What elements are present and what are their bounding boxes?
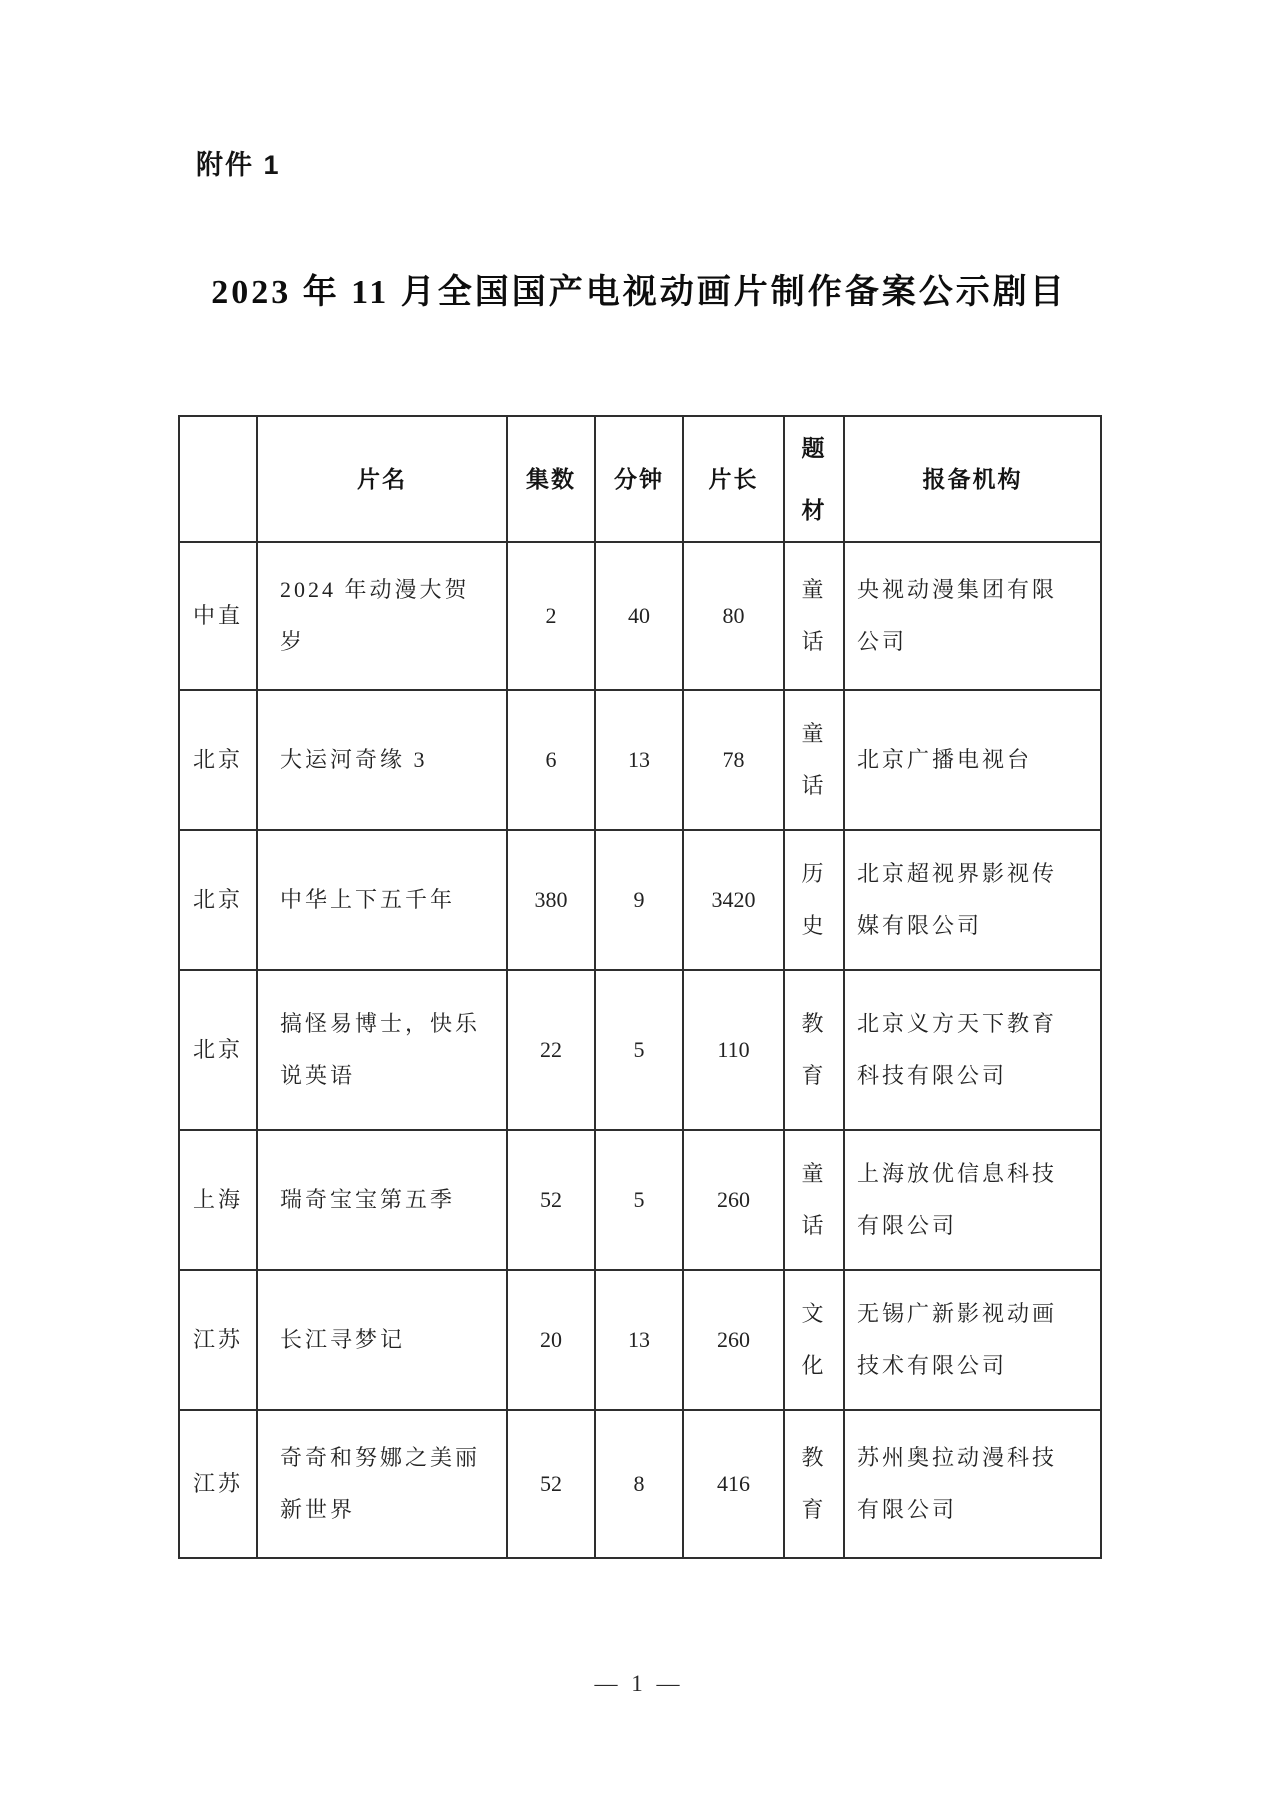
region-cell: 江苏 [179, 1410, 257, 1558]
organization-cell: 央视动漫集团有限公司 [844, 542, 1101, 690]
region-cell: 北京 [179, 690, 257, 830]
minutes-cell: 9 [595, 830, 683, 970]
organization-cell: 北京超视界影视传媒有限公司 [844, 830, 1101, 970]
header-theme: 题材 [784, 416, 844, 542]
organization-cell: 上海放优信息科技有限公司 [844, 1130, 1101, 1270]
duration-cell: 78 [683, 690, 784, 830]
table-row [179, 690, 1101, 830]
minutes-cell: 5 [595, 1130, 683, 1270]
table-header-row [179, 416, 1101, 542]
table-row [179, 830, 1101, 970]
region-cell: 上海 [179, 1130, 257, 1270]
document-page [178, 0, 1100, 1697]
table-row [179, 1130, 1101, 1270]
region-cell: 北京 [179, 970, 257, 1130]
header-title: 片名 [257, 416, 507, 542]
title-cell: 奇奇和努娜之美丽新世界 [257, 1410, 507, 1558]
organization-cell: 苏州奥拉动漫科技有限公司 [844, 1410, 1101, 1558]
title-cell: 2024 年动漫大贺岁 [257, 542, 507, 690]
region-cell: 北京 [179, 830, 257, 970]
header-minutes: 分钟 [595, 416, 683, 542]
organization-cell: 北京义方天下教育科技有限公司 [844, 970, 1101, 1130]
episodes-cell: 380 [507, 830, 595, 970]
header-episodes: 集数 [507, 416, 595, 542]
episodes-cell: 52 [507, 1410, 595, 1558]
theme-cell: 历史 [784, 830, 844, 970]
header-organization: 报备机构 [844, 416, 1101, 542]
document-title: 2023 年 11 月全国国产电视动画片制作备案公示剧目 [211, 274, 1067, 311]
theme-cell: 童话 [784, 542, 844, 690]
minutes-cell: 40 [595, 542, 683, 690]
title-cell: 大运河奇缘 3 [257, 690, 507, 830]
episodes-cell: 20 [507, 1270, 595, 1410]
theme-cell: 童话 [784, 1130, 844, 1270]
duration-cell: 3420 [683, 830, 784, 970]
theme-cell: 教育 [784, 1410, 844, 1558]
duration-cell: 260 [683, 1270, 784, 1410]
table-row [179, 970, 1101, 1130]
episodes-cell: 2 [507, 542, 595, 690]
minutes-cell: 8 [595, 1410, 683, 1558]
header-duration: 片长 [683, 416, 784, 542]
header-region [179, 416, 257, 542]
episodes-cell: 22 [507, 970, 595, 1130]
minutes-cell: 13 [595, 690, 683, 830]
theme-cell: 文化 [784, 1270, 844, 1410]
episodes-cell: 6 [507, 690, 595, 830]
theme-cell: 教育 [784, 970, 844, 1130]
minutes-cell: 5 [595, 970, 683, 1130]
organization-cell: 北京广播电视台 [844, 690, 1101, 830]
minutes-cell: 13 [595, 1270, 683, 1410]
table-row [179, 542, 1101, 690]
duration-cell: 260 [683, 1130, 784, 1270]
title-cell: 长江寻梦记 [257, 1270, 507, 1410]
title-cell: 中华上下五千年 [257, 830, 507, 970]
page-number: — 1 — [594, 1671, 684, 1696]
region-cell: 江苏 [179, 1270, 257, 1410]
table-row [179, 1270, 1101, 1410]
episodes-cell: 52 [507, 1130, 595, 1270]
attachment-label: 附件 1 [196, 150, 281, 180]
region-cell: 中直 [179, 542, 257, 690]
filing-table [178, 415, 1102, 1559]
table-row [179, 1410, 1101, 1558]
duration-cell: 80 [683, 542, 784, 690]
organization-cell: 无锡广新影视动画技术有限公司 [844, 1270, 1101, 1410]
title-cell: 搞怪易博士，快乐说英语 [257, 970, 507, 1130]
duration-cell: 416 [683, 1410, 784, 1558]
theme-cell: 童话 [784, 690, 844, 830]
title-cell: 瑞奇宝宝第五季 [257, 1130, 507, 1270]
duration-cell: 110 [683, 970, 784, 1130]
